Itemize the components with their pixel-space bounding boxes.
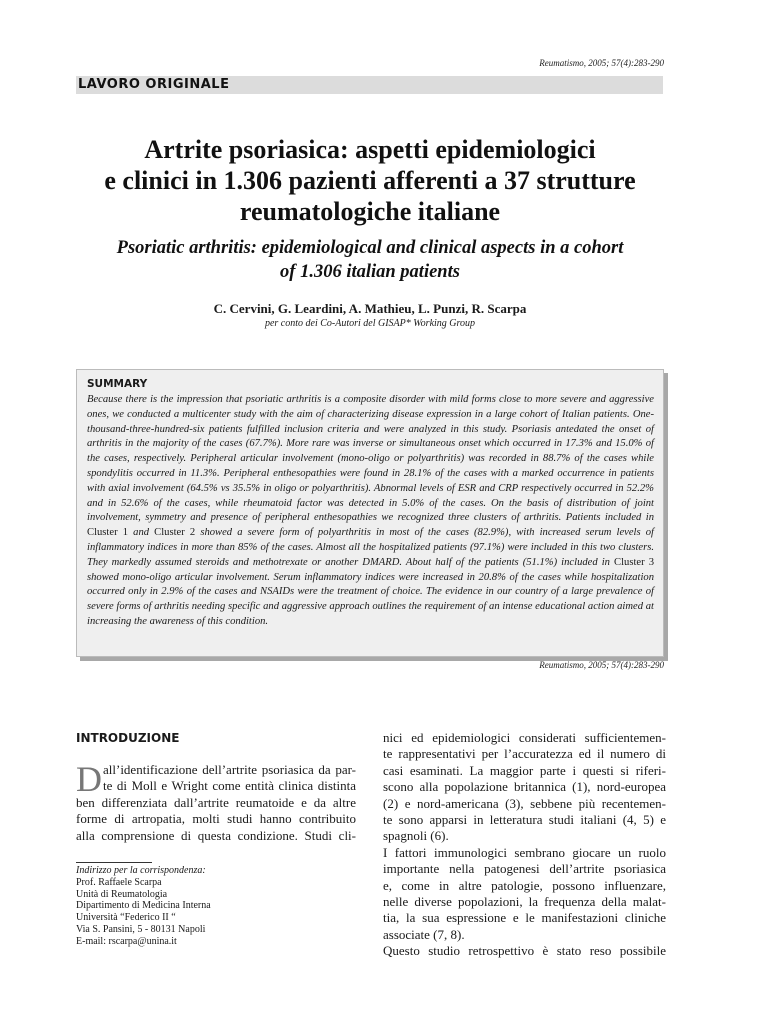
body-line: te rappresentativi per l’accuratezza ed il numero di (383, 746, 666, 762)
body-line: casi esaminati. La maggior parte i questi si riferi- (383, 762, 666, 778)
body-line: nici ed epidemiologici considerati sufficientemen- (383, 730, 666, 745)
subtitle-line: Psoriatic arthritis: epidemiological and clinical aspects in a cohort (116, 238, 624, 258)
body-line: all’identificazione dell’artrite psoriasica da par- (103, 762, 356, 777)
footnote-divider (76, 862, 152, 863)
intro-heading: INTRODUZIONE (76, 731, 180, 745)
subtitle-line: of 1.306 italian patients (280, 262, 460, 282)
body-line: importante nella patogenesi dell’artrite psoriasica (383, 861, 666, 877)
cluster-3-label: Cluster 3 (614, 556, 654, 568)
summary-text-part: Because there is the impression that psoriatic arthritis is a composite disorder with mild forms close to more severe and aggressive ones, we conducted a multicenter study with the aim of characterizing disease expression in a large cohort of Italian patients. One-thousand-three-hundred-six patients fulfilled inclusion criteria and were analyzed in this study. Psoriasis antedated the onset of arthritis in the majority of the cases (67.7%). More rare was inverse or simultaneous onset which occurred in 17.3% and 15.0% of the cases, respectively. Peripheral articular involvement (mono-oligo or polyarthritis) was recorded in 88.7% of the cases while spondylitis occurred in 11.3%. Peripheral enthesopathies were found in 28.1% of the cases with a marked occurrence in patients with axial involvement (64.5% vs 35.5% in oligo or polyarthritis). Abnormal levels of ESR and CRP respectively occurred in 52.2% and in 52.6% of the cases, while rheumatoid factor was detected in 5.0% of the cases. On the basis of distribution of joint involvement, symmetry and presence of peripheral enthesopathies we recognized three clusters of arthritis. Patients included in (87, 394, 654, 524)
journal-citation-header: Reumatismo, 2005; 57(4):283-290 (539, 58, 664, 68)
correspondence-line: Università “Federico II “ (76, 912, 176, 924)
correspondence-line: Dipartimento di Medicina Interna (76, 900, 211, 912)
drop-cap: D (76, 759, 102, 799)
body-line: (2) e nord-americana (3), sebbene più recentemen- (383, 795, 666, 811)
correspondence-line: Prof. Raffaele Scarpa (76, 876, 162, 888)
correspondence-line: Via S. Pansini, 5 - 80131 Napoli (76, 923, 206, 935)
body-line: scono alla popolazione britannica (1), nord-europea (383, 779, 666, 795)
body-line: ben differenziata dall’artrite reumatoide e da altre (76, 794, 356, 810)
body-line: Questo studio retrospettivo è stato reso possibile (383, 943, 666, 959)
body-line: alla comprensione di questa condizione. Studi cli- (76, 827, 356, 843)
summary-text-part: showed a severe form of polyarthritis in most of the cases (82.9%), with increased serum levels of inflammatory indices in more than 85% of the cases. Almost all the hospitalized patients (97.1%) were included in this two clusters. They markedly assumed steroids and methotrexate or another DMARD. About half of the patients (51.1%) included in (87, 527, 654, 568)
intro-right-column (383, 730, 666, 960)
correspondence-email[interactable]: E-mail: rscarpa@unina.it (76, 935, 177, 947)
body-line: te di Moll e Wright come entità clinica distinta (103, 778, 356, 794)
summary-box (76, 369, 664, 657)
summary-text (87, 393, 654, 630)
correspondence-footnote (76, 865, 356, 948)
author-affiliation: per conto dei Co-Autori del GISAP* Working Group (264, 318, 476, 329)
section-banner (76, 76, 663, 94)
correspondence-line: Unità di Reumatologia (76, 888, 168, 900)
section-label: LAVORO ORIGINALE (78, 77, 230, 92)
correspondence-label: Indirizzo per la corrispondenza: (76, 865, 206, 876)
summary-text-part: and (128, 527, 155, 539)
summary-text-part: showed mono-oligo articular involvement. Serum inflammatory indices were increased in 20.8% of the cases while hospitalization occurred only in 2.9% of the cases and NSAIDs were the treatment of choice. The evidence in our country of a large prevalence of severe forms of arthritis needing specific and aggressive approach outlines the requirement of an intense educational action aimed at increasing the awareness of this condition. (87, 571, 654, 627)
body-line: tia, la sua espressione e le manifestazioni cliniche (383, 910, 666, 926)
title-line: Artrite psoriasica: aspetti epidemiologici (144, 135, 596, 164)
cluster-1-label: Cluster 1 (87, 527, 129, 539)
body-line: spagnoli (6). (383, 828, 449, 844)
intro-left-column (76, 759, 356, 844)
body-line: associate (7, 8). (383, 926, 465, 942)
summary-heading: SUMMARY (87, 378, 148, 390)
cluster-2-label: Cluster 2 (154, 527, 196, 539)
article-subtitle (60, 236, 680, 284)
body-line: e, come in altre patologie, possono influenzare, (383, 877, 666, 893)
body-line: I fattori immunologici sembrano giocare un ruolo (383, 844, 666, 860)
article-title (60, 134, 680, 227)
body-line: te sono apparsi in letteratura studi italiani (4, 5) e (383, 812, 666, 828)
title-line: e clinici in 1.306 pazienti afferenti a 37 strutture (104, 166, 636, 195)
body-line: forme di artropatia, molti studi hanno contribuito (76, 811, 356, 827)
journal-citation-summary: Reumatismo, 2005; 57(4):283-290 (539, 660, 664, 670)
title-line: reumatologiche italiane (239, 197, 501, 226)
author-list: C. Cervini, G. Leardini, A. Mathieu, L. Punzi, R. Scarpa (213, 301, 527, 316)
body-line: nelle diverse popolazioni, la frequenza della malat- (383, 894, 666, 910)
